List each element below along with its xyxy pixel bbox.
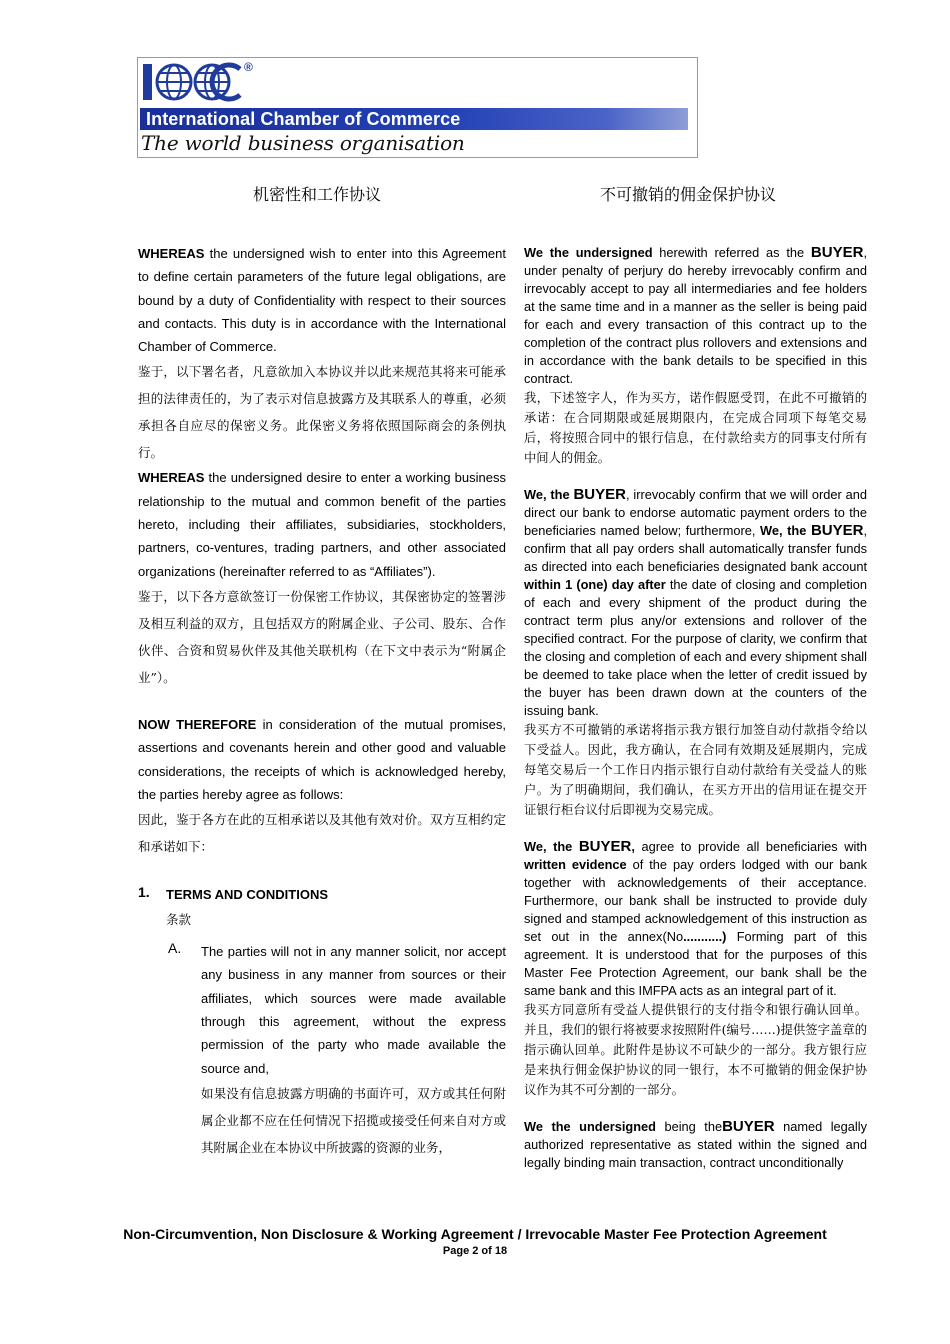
footer-title: Non-Circumvention, Non Disclosure & Working Agreement / Irrevocable Master Fee Protection Agreement <box>123 1226 827 1242</box>
left-column <box>138 242 506 1161</box>
undersigned-paragraph: We the undersigned herewith referred as the BUYER, under penalty of perjury do hereby irrevocably confirm and irrevocably accept to pay all intermediaries and fee holders at the same time and in a manner as the seller is being paid for each and every transaction of this contract up to the completion of the contract plus rollovers and extensions and in accordance with the bank details to be specified in this contract. <box>524 244 867 386</box>
undersigned-paragraph-zh: 我，下述签字人，作为买方，诺作假愿受罚，在此不可撤销的承诺：在合同期限或延展期限内，在完成合同项下每笔交易后，将按照合同中的银行信息，在付款给卖方的同事支付所有中间人的佣金。 <box>524 391 867 465</box>
whereas-paragraph-1: WHEREAS the undersigned wish to enter into this Agreement to define certain parameters of the future legal obligations, are bound by a duty of Confidentiality with respect to their sources and contacts. This duty is in accordance with the International Chamber of Commerce. <box>138 246 506 355</box>
written-evidence-paragraph: We, the BUYER, agree to provide all beneficiaries with written evidence of the pay orders lodged with our bank together with acknowledgements of their acceptance. Furthermore, our bank shall be instructed to provide duly signed and stamped acknowledgement of this instruction as set out in the annex(No...........) Forming part of this agreement. It is understood that for the purposes of this Master Fee Protection Agreement, our bank shall be the same bank and this IMFPA acts as an integral part of it. <box>524 838 867 998</box>
section-title-zh: 条款 <box>166 913 192 928</box>
org-tagline: The world business organisation <box>141 131 465 155</box>
right-column-title: 不可撤销的佣金保护协议 <box>600 187 777 204</box>
section-number: 1. <box>138 884 150 901</box>
representative-paragraph: We the undersigned being theBUYER named legally authorized representative as stated within the signed and legally binding main transaction, contract unconditionally <box>524 1118 867 1170</box>
section-terms <box>138 884 506 934</box>
registered-mark: ® <box>244 60 253 74</box>
written-evidence-paragraph-zh: 我买方同意所有受益人提供银行的支付指令和银行确认回单。并且，我们的银行将被要求按照附件(编号……)提供签字盖章的指示确认回单。此附件是协议不可缺少的一部分。我方银行应是来执行佣金保护协议的同一银行，本不可撤销的佣金保护协议作为其不可分割的一部分。 <box>524 1003 867 1097</box>
whereas-paragraph-1-zh: 鉴于，以下署名者，凡意欲加入本协议并以此来规范其将来可能承担的法律责任的，为了表示对信息披露方及其联系人的尊重，必须承担各自应尽的保密义务。此保密义务将依照国际商会的条例执行。 <box>138 364 506 461</box>
payment-orders-paragraph-zh: 我买方不可撤销的承诺将指示我方银行加签自动付款指令给以下受益人。因此，我方确认，在合同有效期及延展期内，完成每笔交易后一个工作日内指示银行自动付款给有关受益人的账户。为了明确期间，我们确认，在买方开出的信用证在提交开证银行柜台议付后即视为交易完成。 <box>524 723 867 817</box>
clause-a-text: The parties will not in any manner solicit, nor accept any business in any manner from sources or their affiliates, which sources were made available through this agreement, without the express permission of the party who made available the source and, <box>201 944 506 1076</box>
icc-logo <box>137 57 698 158</box>
left-column-title: 机密性和工作协议 <box>253 187 382 204</box>
whereas-paragraph-2: WHEREAS the undersigned desire to enter a working business relationship to the mutual and common benefit of the parties hereto, including their affiliates, subsidiaries, stockholders, partners, co-ventures, trading partners, and other associated organizations (hereinafter referred to as “Affiliates”). <box>138 470 506 579</box>
now-therefore-paragraph-zh: 因此，鉴于各方在此的互相承诺以及其他有效对价。双方互相约定和承诺如下： <box>138 812 506 855</box>
section-title: TERMS AND CONDITIONS <box>166 887 329 903</box>
page-number: Page 2 of 18 <box>442 1245 508 1257</box>
payment-orders-paragraph: We, the BUYER, irrevocably confirm that we will order and direct our bank to endorse automatic payment orders to the beneficiaries named below; furthermore, We, the BUYER, confirm that all pay orders shall automatically transfer funds as directed into each beneficiaries designated bank account within 1 (one) day after the date of closing and completion of each and every shipment of the product during the contract term plus any/or extensions and rollover of the specified contract. For the purpose of clarity, we confirm that the closing and completion of each and every shipment shall be deemed to take place when the letter of credit issued by the buyer has been drawn down at the counters of the issuing bank. <box>524 486 868 718</box>
now-therefore-paragraph: NOW THEREFORE in consideration of the mutual promises, assertions and covenants herein and other good and valuable considerations, the receipts of which is acknowledged hereby, the parties hereby agree as follows: <box>138 716 506 802</box>
right-column <box>524 244 867 1172</box>
logo-banner <box>140 108 688 130</box>
org-name: International Chamber of Commerce <box>146 109 461 129</box>
clause-a <box>138 940 506 1161</box>
whereas-paragraph-2-zh: 鉴于，以下各方意欲签订一份保密工作协议，其保密协定的签署涉及相互利益的双方，且包括双方的附属企业、子公司、股东、合作伙伴、合资和贸易伙伴及其他关联机构（在下文中表示为“附属企业”）。 <box>138 588 506 685</box>
clause-letter: A. <box>168 940 182 957</box>
globe-icon <box>142 61 242 103</box>
clause-a-text-zh: 如果没有信息披露方明确的书面许可，双方或其任何附属企业都不应在任何情况下招揽或接受任何来自对方或其附属企业在本协议中所披露的资源的业务， <box>201 1085 506 1155</box>
icc-globe-mark <box>142 60 242 104</box>
